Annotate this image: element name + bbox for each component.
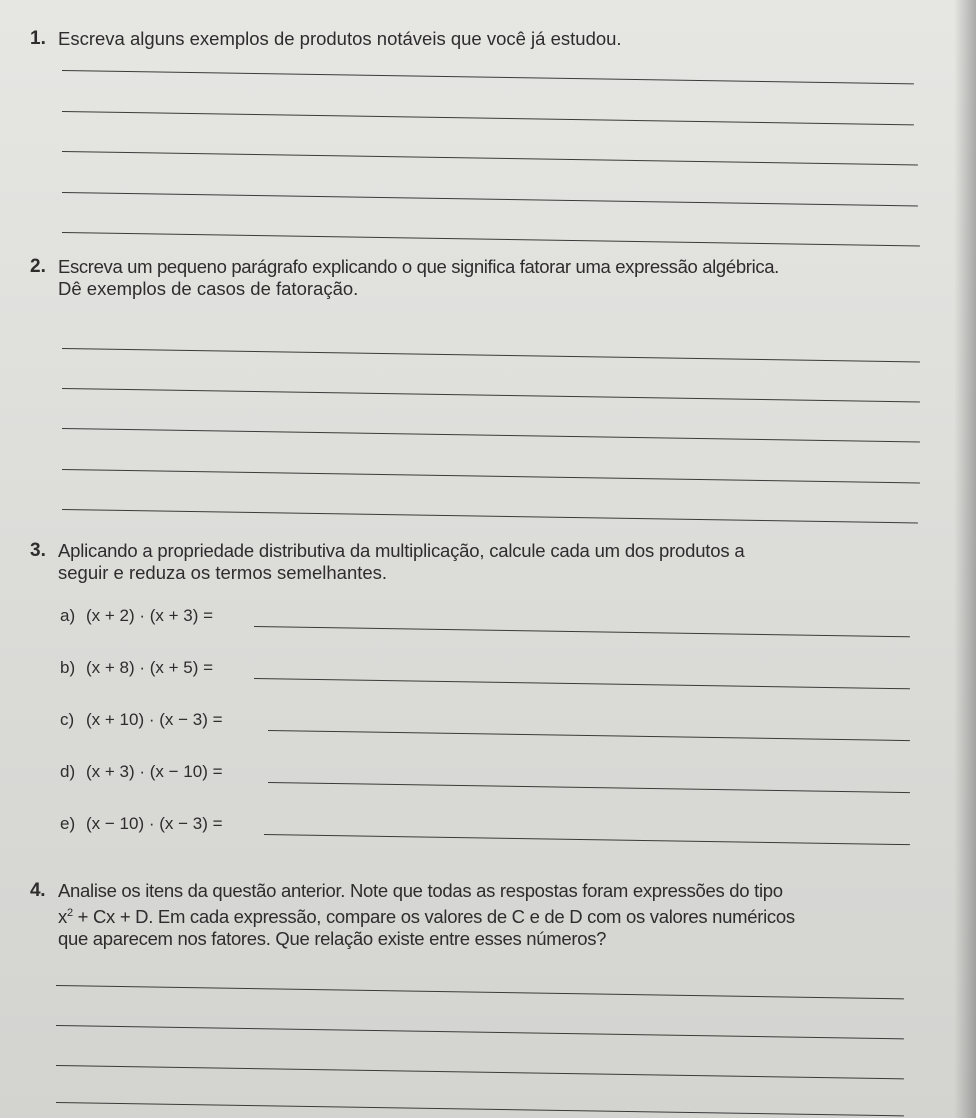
- answer-line[interactable]: [264, 834, 910, 845]
- item-expression: (x + 8) · (x + 5) =: [86, 658, 214, 677]
- item-c: [60, 708, 223, 732]
- formula-base: x: [58, 906, 67, 927]
- question-1-number: 1.: [30, 28, 46, 49]
- answer-line[interactable]: [62, 388, 920, 402]
- answer-line[interactable]: [62, 469, 920, 483]
- answer-line[interactable]: [254, 626, 910, 637]
- formula: [58, 906, 153, 927]
- answer-line[interactable]: [62, 348, 920, 362]
- question-4-number: 4.: [30, 880, 46, 901]
- item-letter: d): [60, 762, 76, 781]
- item-d: [60, 760, 223, 784]
- item-e: [60, 812, 223, 836]
- item-letter: a): [60, 606, 76, 625]
- item-expression: (x + 10) · (x − 3) =: [86, 710, 223, 729]
- answer-line[interactable]: [62, 192, 918, 206]
- item-b: [60, 656, 213, 680]
- answer-line[interactable]: [268, 782, 910, 793]
- formula-rest: + Cx + D.: [72, 906, 154, 927]
- question-4-text-line1: Analise os itens da questão anterior. Note que todas as respostas foram expressões do tipo: [58, 880, 783, 901]
- answer-line[interactable]: [56, 1102, 904, 1116]
- question-1-text: Escreva alguns exemplos de produtos notáveis que você já estudou.: [58, 28, 622, 49]
- answer-line[interactable]: [56, 1025, 904, 1039]
- question-2: [30, 256, 930, 300]
- item-expression: (x + 2) · (x + 3) =: [86, 606, 214, 625]
- item-expression: (x + 3) · (x − 10) =: [86, 762, 223, 781]
- item-expression: (x − 10) · (x − 3) =: [86, 814, 223, 833]
- answer-line[interactable]: [56, 985, 904, 999]
- answer-line[interactable]: [62, 428, 920, 442]
- answer-line[interactable]: [254, 678, 910, 689]
- question-3-text-line1: Aplicando a propriedade distributiva da multiplicação, calcule cada um dos produtos a: [58, 540, 745, 561]
- item-letter: b): [60, 658, 76, 677]
- question-1: [30, 28, 930, 50]
- item-a: [60, 604, 213, 628]
- question-2-text-line2: Dê exemplos de casos de fatoração.: [58, 278, 359, 299]
- item-letter: c): [60, 710, 75, 729]
- question-3: [30, 540, 930, 584]
- answer-line[interactable]: [62, 232, 920, 246]
- question-4: [30, 880, 930, 950]
- question-3-number: 3.: [30, 540, 46, 561]
- answer-line[interactable]: [62, 70, 914, 84]
- question-4-text-line3: que aparecem nos fatores. Que relação existe entre esses números?: [58, 928, 607, 949]
- item-letter: e): [60, 814, 76, 833]
- question-2-text-line1: Escreva um pequeno parágrafo explicando o que significa fatorar uma expressão algébrica.: [58, 256, 779, 277]
- question-4-text-line2: Em cada expressão, compare os valores de C e de D com os valores numéricos: [153, 906, 795, 927]
- answer-line[interactable]: [62, 151, 918, 165]
- answer-line[interactable]: [56, 1065, 904, 1079]
- answer-line[interactable]: [62, 111, 914, 125]
- question-3-text-line2: seguir e reduza os termos semelhantes.: [58, 562, 388, 583]
- answer-line[interactable]: [268, 730, 910, 741]
- answer-line[interactable]: [62, 509, 918, 523]
- question-2-number: 2.: [30, 256, 46, 277]
- formula-exponent: 2: [66, 907, 73, 919]
